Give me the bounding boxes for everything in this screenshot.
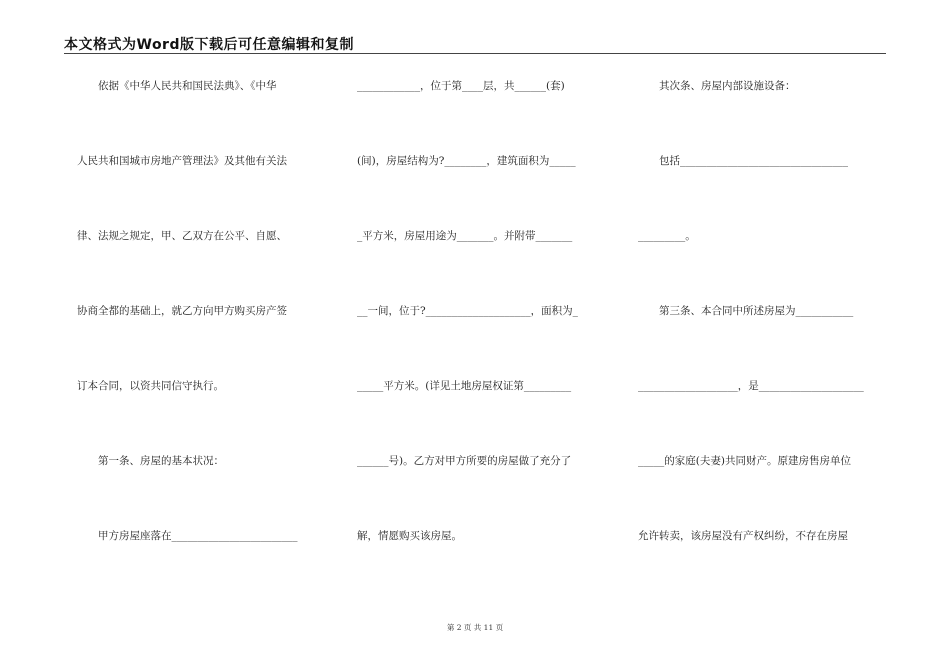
text-line: ____________，位于第____层，共______(套)	[357, 80, 565, 92]
section-heading-line: 第一条、房屋的基本状况：	[77, 455, 224, 467]
text-line: (间)，房屋结构为?________，建筑面积为_____	[357, 155, 576, 167]
text-line: _____的家庭(夫妻)共同财产。原建房售房单位	[638, 455, 851, 467]
text-line: 律、法规之规定，甲、乙双方在公平、自愿、	[77, 230, 287, 242]
text-line: 人民共和国城市房地产管理法》及其他有关法	[77, 155, 287, 167]
text-line: 协商全都的基础上，就乙方向甲方购买房产签	[77, 305, 287, 317]
text-line: 订本合同，以资共同信守执行。	[77, 380, 224, 392]
text-line: _________。	[638, 230, 696, 242]
header-divider	[64, 53, 886, 54]
text-line: __一间，位于?____________________，面积为_	[357, 305, 578, 317]
text-line: 包括________________________________	[638, 155, 848, 167]
text-line: ______号)。乙方对甲方所要的房屋做了充分了	[357, 455, 572, 467]
text-line: _____平方米。(详见土地房屋权证第_________	[357, 380, 572, 392]
text-line: _平方米，房屋用途为_______。并附带_______	[357, 230, 573, 242]
document-header-title: 本文格式为Word版下载后可任意编辑和复制	[64, 37, 354, 53]
text-line: 允许转卖，该房屋没有产权纠纷，不存在房屋	[638, 530, 848, 542]
section-heading-line: 第三条、本合同中所述房屋为___________	[638, 305, 854, 317]
text-line: 甲方房屋座落在________________________	[77, 530, 298, 542]
text-line: 解，情愿购买该房屋。	[357, 530, 462, 542]
text-line: 依据《中华人民共和国民法典》、《中华	[77, 80, 277, 92]
section-heading-line: 其次条、房屋内部设施设备：	[638, 80, 796, 92]
page-number-footer: 第 2 页 共 11 页	[446, 623, 504, 632]
text-line: ___________________，是____________________	[638, 380, 864, 392]
